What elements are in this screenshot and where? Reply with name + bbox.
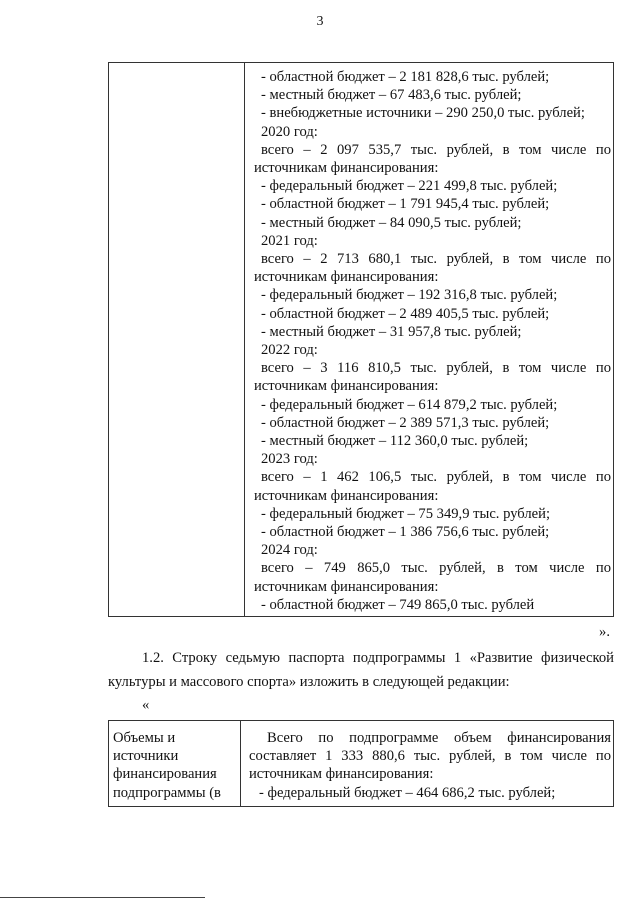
financing-line: - федеральный бюджет – 75 349,9 тыс. рублей; bbox=[261, 505, 550, 522]
financing-line: 2022 год: bbox=[261, 342, 318, 359]
row-label-line: подпрограммы (в bbox=[113, 784, 221, 801]
financing-line: - областной бюджет – 2 489 405,5 тыс. рублей; bbox=[261, 305, 550, 322]
financing-line: 2023 год: bbox=[261, 451, 318, 468]
financing-line: - областной бюджет – 1 386 756,6 тыс. рублей; bbox=[261, 524, 550, 541]
row-label-cell bbox=[109, 721, 241, 807]
financing-line: - местный бюджет – 31 957,8 тыс. рублей; bbox=[261, 323, 522, 340]
financing-line: - внебюджетные источники – 290 250,0 тыс. рублей; bbox=[261, 105, 585, 122]
continuation-table bbox=[108, 62, 614, 617]
financing-line: - областной бюджет – 2 389 571,3 тыс. рублей; bbox=[261, 414, 550, 431]
financing-total-text: Всего по подпрограмме объем финансирования составляет 1 333 880,6 тыс. рублей, в том числе по источникам финансирования: bbox=[249, 730, 611, 783]
financing-line: всего – 1 462 106,5 тыс. рублей, в том числе по bbox=[261, 469, 611, 486]
footnote-rule bbox=[0, 897, 205, 898]
paragraph-1-2: 1.2. Строку седьмую паспорта подпрограммы 1 «Развитие физической культуры и массового спорта» изложить в следующей редакции: bbox=[108, 650, 614, 690]
federal-budget-line: - федеральный бюджет – 464 686,2 тыс. рублей; bbox=[259, 784, 556, 801]
row-label-line: Объемы и bbox=[113, 730, 176, 746]
financing-line: - областной бюджет – 2 181 828,6 тыс. рублей; bbox=[261, 69, 550, 85]
closing-quote: ». bbox=[599, 624, 610, 640]
financing-line: - местный бюджет – 112 360,0 тыс. рублей; bbox=[261, 433, 529, 450]
financing-lines bbox=[254, 68, 611, 614]
financing-line: - местный бюджет – 84 090,5 тыс. рублей; bbox=[261, 214, 522, 231]
continuation-table-label-cell bbox=[109, 63, 245, 617]
financing-line: - местный бюджет – 67 483,6 тыс. рублей; bbox=[261, 87, 522, 104]
financing-line: 2024 год: bbox=[261, 542, 318, 559]
financing-line: - федеральный бюджет – 614 879,2 тыс. рублей; bbox=[261, 396, 558, 413]
financing-line: источникам финансирования: bbox=[254, 578, 439, 595]
financing-line: всего – 2 713 680,1 тыс. рублей, в том числе по bbox=[261, 251, 611, 268]
opening-quote: « bbox=[142, 697, 150, 713]
financing-line: - областной бюджет – 1 791 945,4 тыс. рублей; bbox=[261, 196, 550, 213]
subprogram-passport-table bbox=[108, 720, 614, 807]
financing-line: 2021 год: bbox=[261, 232, 318, 249]
row-label-line: источники bbox=[113, 748, 179, 765]
financing-line: 2020 год: bbox=[261, 123, 318, 140]
financing-line: всего – 3 116 810,5 тыс. рублей, в том числе по bbox=[261, 360, 611, 377]
financing-line: - областной бюджет – 749 865,0 тыс. рублей bbox=[261, 596, 535, 613]
financing-line: источникам финансирования: bbox=[254, 378, 439, 395]
row-label-line: финансирования bbox=[113, 766, 217, 783]
financing-line: источникам финансирования: bbox=[254, 269, 439, 286]
continuation-table-content-cell bbox=[245, 63, 614, 617]
page-number: 3 bbox=[316, 14, 324, 29]
financing-line: всего – 2 097 535,7 тыс. рублей, в том числе по bbox=[261, 141, 611, 158]
financing-line: - федеральный бюджет – 192 316,8 тыс. рублей; bbox=[261, 287, 558, 304]
financing-line: источникам финансирования: bbox=[254, 487, 439, 504]
financing-line: источникам финансирования: bbox=[254, 160, 439, 177]
financing-line: - федеральный бюджет – 221 499,8 тыс. рублей; bbox=[261, 178, 558, 195]
financing-line: всего – 749 865,0 тыс. рублей, в том числе по bbox=[261, 560, 611, 577]
row-value-cell bbox=[241, 721, 614, 807]
